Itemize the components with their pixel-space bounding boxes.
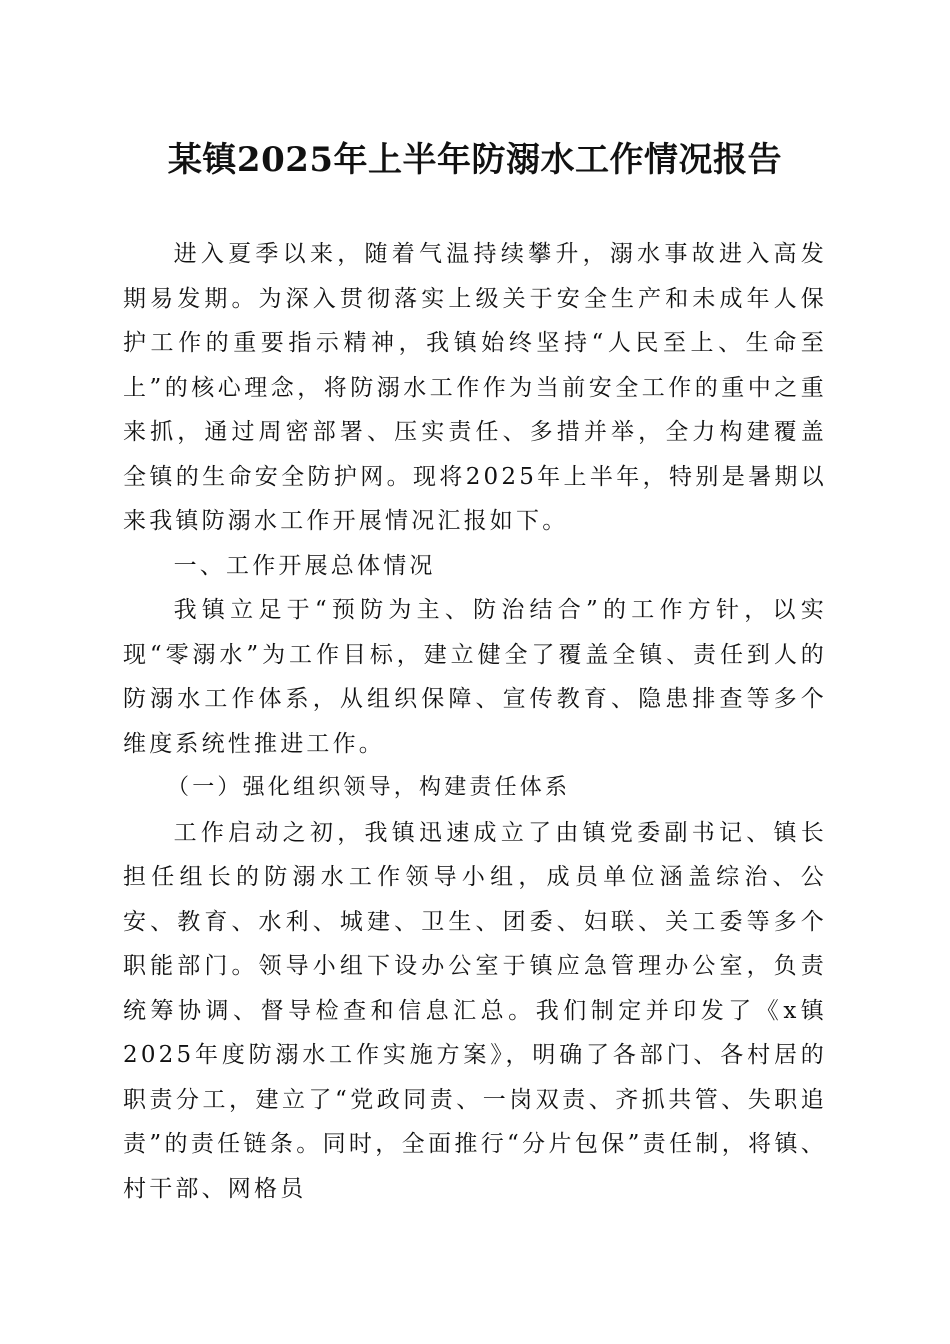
- subsection-heading-organization: （一）强化组织领导，构建责任体系: [167, 775, 571, 800]
- document-title: 某镇2025年上半年防溺水工作情况报告: [167, 140, 783, 180]
- overview-paragraph: 我镇立足于“预防为主、防治结合”的工作方针，以实现“零溺水”为工作目标，建立健全了覆盖全镇、责任到人的防溺水工作体系，从组织保障、宣传教育、隐患排查等多个维度系统性推进工作。: [123, 597, 827, 757]
- intro-paragraph: 进入夏季以来，随着气温持续攀升，溺水事故进入高发期易发期。为深入贯彻落实上级关于安全生产和未成年人保护工作的重要指示精神，我镇始终坚持“人民至上、生命至上”的核心理念，将防溺水工作作为当前安全工作的重中之重来抓，通过周密部署、压实责任、多措并举，全力构建覆盖全镇的生命安全防护网。现将2025年上半年，特别是暑期以来我镇防溺水工作开展情况汇报如下。: [123, 241, 827, 534]
- section-heading-overview: 一、工作开展总体情况: [173, 552, 436, 579]
- organization-paragraph: 工作启动之初，我镇迅速成立了由镇党委副书记、镇长担任组长的防溺水工作领导小组，成员单位涵盖综治、公安、教育、水利、城建、卫生、团委、妇联、关工委等多个职能部门。领导小组下设办公室于镇应急管理办公室，负责统筹协调、督导检查和信息汇总。我们制定并印发了《x镇2025年度防溺水工作实施方案》，明确了各部门、各村居的职责分工，建立了“党政同责、一岗双责、齐抓共管、失职追责”的责任链条。同时，全面推行“分片包保”责任制，将镇、村干部、网格员: [123, 819, 827, 1202]
- document-body: [123, 232, 827, 1211]
